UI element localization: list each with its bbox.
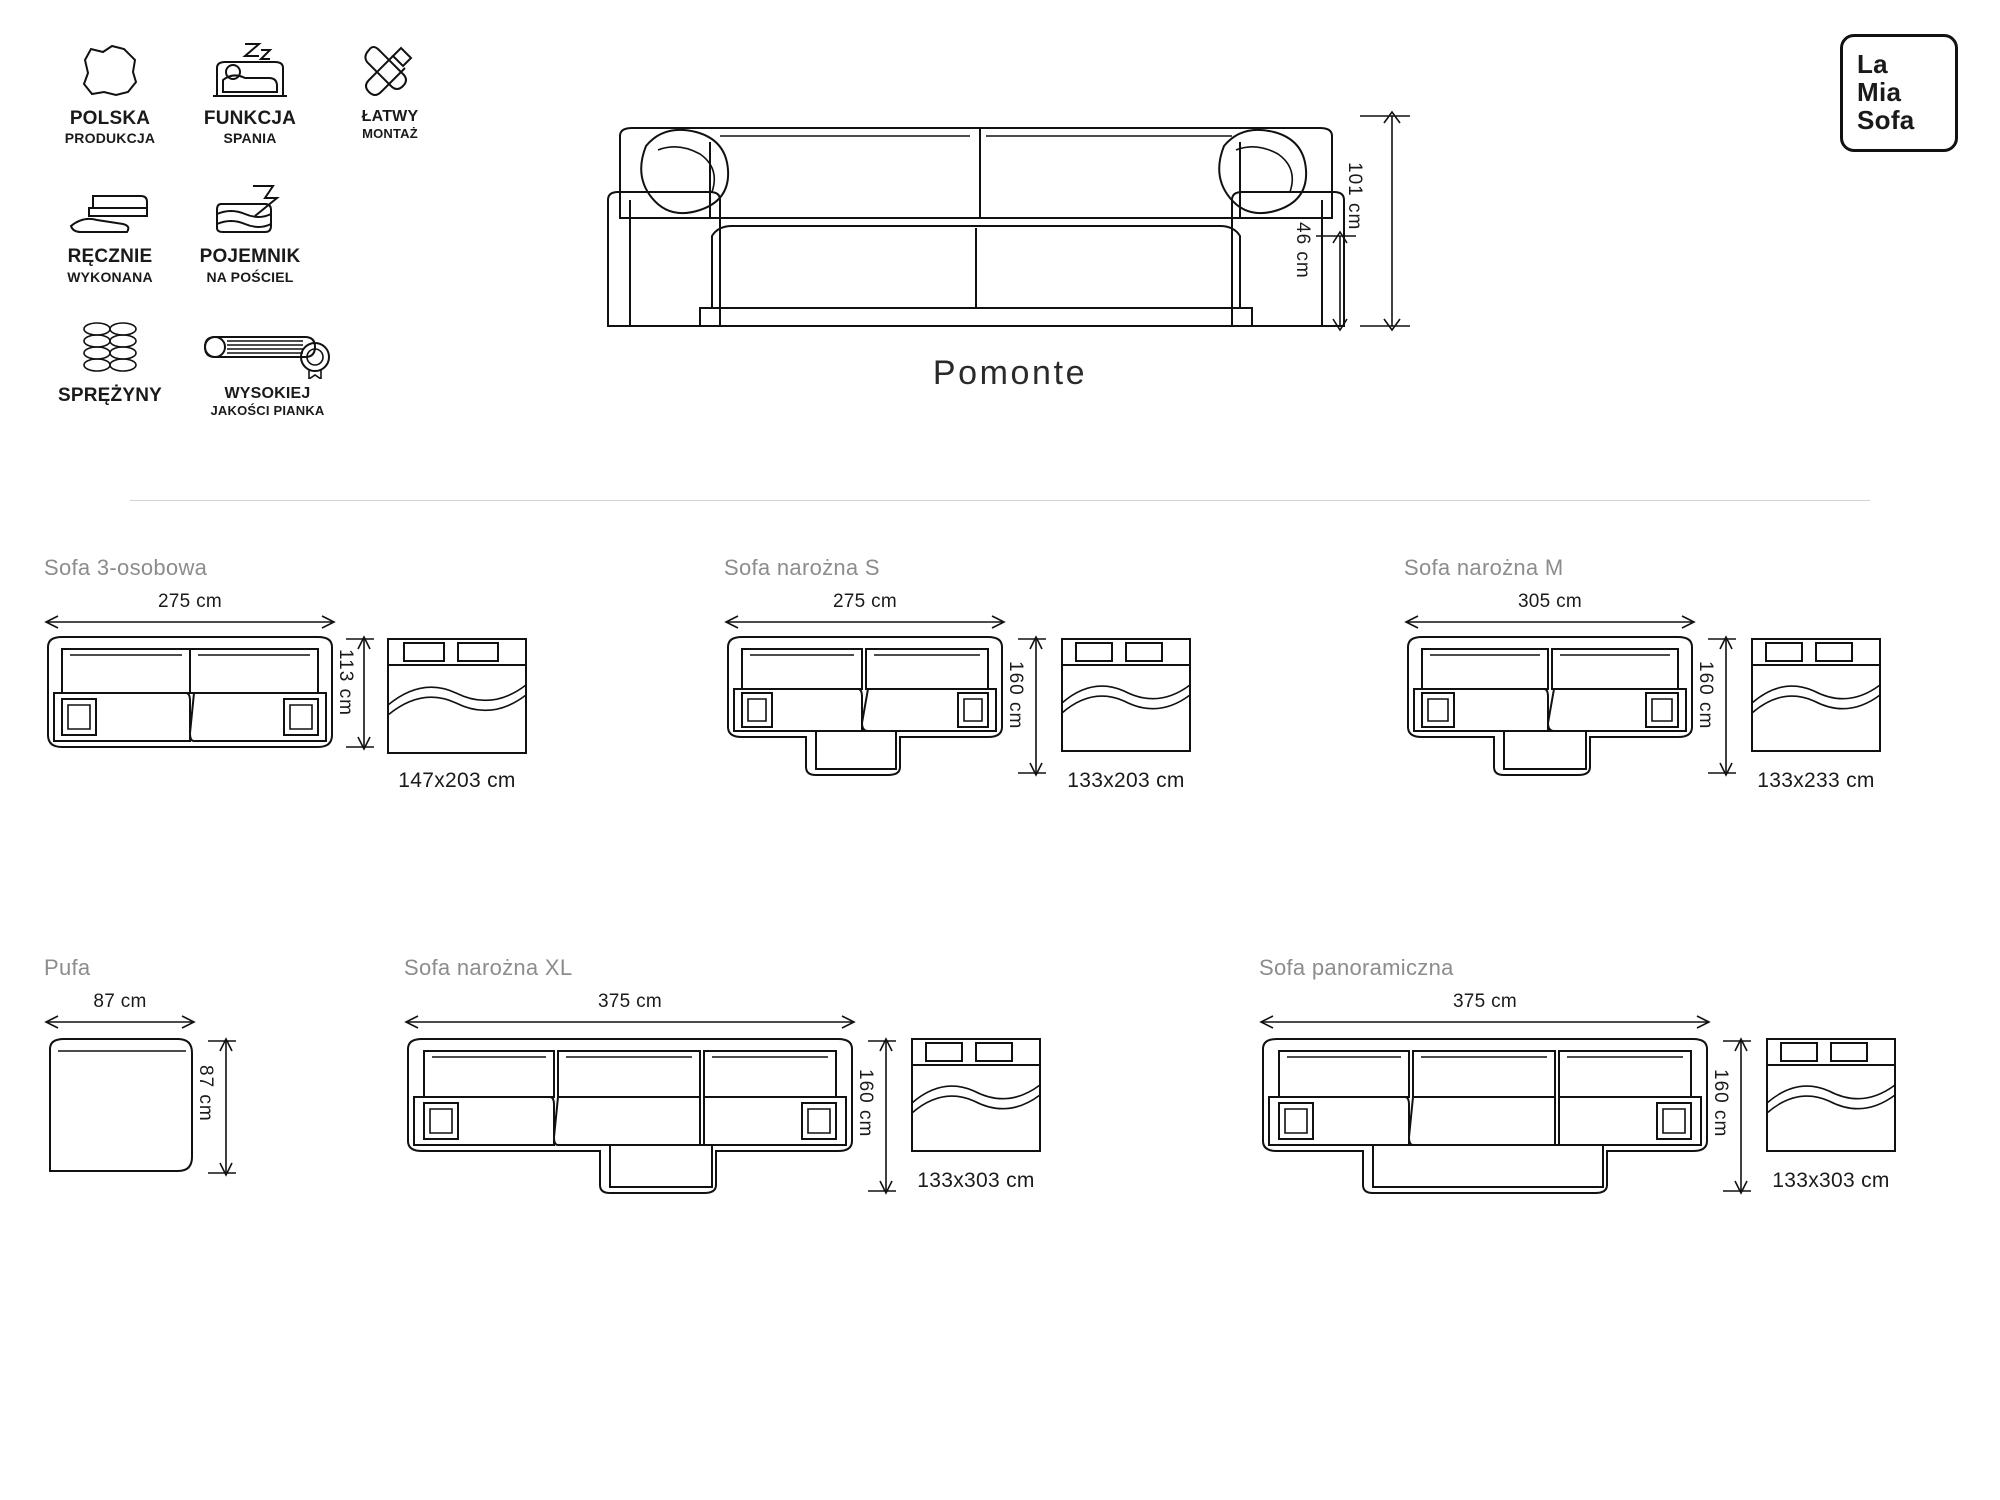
tools-icon	[357, 30, 423, 102]
feature-label-line2: SPANIA	[223, 130, 277, 147]
variant-bed-label: 133x233 cm	[1757, 769, 1875, 792]
feature-label-line1: WYSOKIEJ	[224, 384, 311, 402]
hero-height-label-wrap	[1345, 162, 1364, 230]
depth-dimension	[1005, 631, 1056, 781]
feature-label-line1: POJEMNIK	[199, 246, 301, 268]
top-view-drawing	[1400, 631, 1700, 781]
logo-line-2: Mia	[1857, 77, 1902, 108]
feature-label-line1: ŁATWY	[361, 108, 419, 125]
feature-label-line2: WYKONANA	[67, 268, 153, 285]
variant-bed-label: 133x303 cm	[1772, 1169, 1890, 1192]
hand-sofa-icon	[67, 168, 153, 240]
logo-line-1: La	[1857, 49, 1888, 80]
poland-map-icon	[78, 30, 142, 102]
variant-width-label: 305 cm	[1517, 591, 1583, 612]
top-view-drawing	[720, 631, 1010, 781]
variant-title: Sofa narożna XL	[404, 955, 573, 980]
feature-label-line1: RĘCZNIE	[67, 246, 153, 268]
variant-bed-label: 147x203 cm	[398, 769, 516, 792]
hero-height-label: 101 cm	[1344, 162, 1365, 231]
features-row-1	[40, 30, 480, 146]
feature-label-line2: JAKOŚCI PIANKA	[210, 402, 325, 418]
variant-drawings	[1255, 1031, 1911, 1201]
variant-width-label: 375 cm	[597, 991, 663, 1012]
bed-drawing	[906, 1031, 1046, 1161]
variant-title: Sofa panoramiczna	[1259, 955, 1454, 980]
brand-logo	[1840, 34, 1958, 152]
depth-dimension	[855, 1031, 906, 1201]
variant-bed-label: 133x203 cm	[1067, 769, 1185, 792]
width-arrow	[40, 1013, 200, 1031]
variant-width-label: 375 cm	[1452, 991, 1518, 1012]
bedding-storage-icon	[211, 168, 289, 240]
top-view-drawing	[1255, 1031, 1715, 1201]
variant-drawings	[40, 631, 532, 793]
sleeping-person-icon	[209, 30, 291, 102]
variant-title: Sofa narożna S	[724, 555, 880, 580]
hero-sofa-drawing	[600, 50, 1420, 340]
variant-drawings	[1400, 631, 1896, 793]
variant-width-label: 275 cm	[157, 591, 223, 612]
feature-funkcja-spania	[180, 30, 320, 146]
bed-size-block	[1746, 631, 1896, 793]
variant-depth-label: 160 cm	[855, 1069, 876, 1138]
variant-drawings	[720, 631, 1196, 793]
top-view-drawing	[40, 1031, 200, 1181]
bed-drawing	[1746, 631, 1886, 761]
feature-latwy-montaz	[320, 30, 460, 142]
depth-dimension	[1710, 1031, 1761, 1201]
feature-label-line1: SPRĘŻYNY	[57, 384, 162, 406]
depth-dimension	[335, 631, 382, 761]
variant-depth-label: 87 cm	[195, 1065, 216, 1122]
bed-size-block	[1761, 1031, 1911, 1193]
top-view-drawing	[40, 631, 340, 761]
variant-pufa	[40, 955, 246, 1181]
product-title: Pomonte	[932, 354, 1088, 392]
hero-seat-height-label-wrap	[1293, 222, 1312, 279]
variant-depth-label: 160 cm	[1695, 661, 1716, 730]
variant-drawings	[40, 1031, 246, 1181]
logo-line-3: Sofa	[1857, 104, 1915, 135]
hero-seat-height-label: 46 cm	[1292, 222, 1313, 279]
variant-depth-label: 160 cm	[1710, 1069, 1731, 1138]
variant-sofa-3-osobowa	[40, 555, 532, 793]
width-arrow	[1400, 613, 1700, 631]
variant-drawings	[400, 1031, 1056, 1201]
bed-size-block	[1056, 631, 1196, 793]
feature-polska-produkcja	[40, 30, 180, 146]
feature-sprezyny	[40, 307, 180, 407]
variant-sofa-panoramiczna	[1255, 955, 1911, 1201]
springs-icon	[73, 307, 147, 379]
features-row-3	[40, 307, 480, 419]
width-arrow	[400, 1013, 860, 1031]
section-divider	[130, 500, 1870, 501]
depth-dimension	[195, 1031, 246, 1181]
bed-size-block	[906, 1031, 1056, 1193]
features-row-2	[40, 168, 480, 284]
feature-pojemnik-na-posciel	[180, 168, 320, 284]
feature-label-line1: FUNKCJA	[203, 108, 297, 129]
width-arrow	[40, 613, 340, 631]
variant-width-label: 87 cm	[93, 991, 147, 1012]
variant-depth-label: 113 cm	[335, 649, 356, 716]
feature-wysokiej-jakosci-pianka	[180, 307, 355, 419]
variant-sofa-narozna-xl	[400, 955, 1056, 1201]
variant-title: Sofa 3-osobowa	[44, 555, 208, 580]
feature-label-line2: NA POŚCIEL	[206, 268, 294, 285]
variant-depth-label: 160 cm	[1005, 661, 1026, 730]
feature-label-line2: PRODUKCJA	[64, 130, 156, 147]
bed-drawing	[1761, 1031, 1901, 1161]
variant-sofa-narozna-m	[1400, 555, 1896, 793]
feature-label-line1: POLSKA	[69, 108, 151, 129]
variant-title: Pufa	[44, 955, 91, 980]
hero-section	[600, 50, 1420, 393]
feature-recznie-wykonana	[40, 168, 180, 284]
features-panel	[40, 30, 480, 419]
bed-size-block	[382, 631, 532, 793]
depth-dimension	[1695, 631, 1746, 781]
width-arrow	[720, 613, 1010, 631]
bed-drawing	[1056, 631, 1196, 761]
variant-bed-label: 133x303 cm	[917, 1169, 1035, 1192]
variant-sofa-narozna-s	[720, 555, 1196, 793]
variant-title: Sofa narożna M	[1404, 555, 1564, 580]
width-arrow	[1255, 1013, 1715, 1031]
top-view-drawing	[400, 1031, 860, 1201]
bed-drawing	[382, 631, 532, 761]
feature-label-line2: MONTAŻ	[362, 125, 418, 141]
foam-roll-icon	[193, 307, 343, 379]
variant-width-label: 275 cm	[832, 591, 898, 612]
